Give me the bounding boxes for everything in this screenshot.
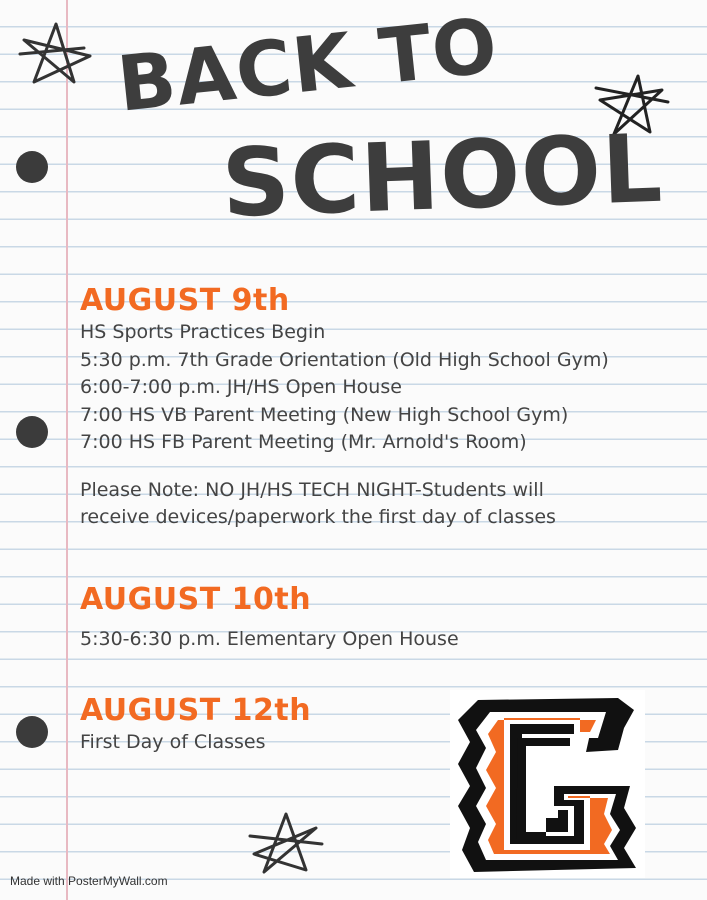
event-line: 5:30-6:30 p.m. Elementary Open House: [80, 628, 459, 650]
event-section-aug-9: [80, 283, 700, 532]
event-line: 6:00-7:00 p.m. JH/HS Open House: [80, 376, 402, 398]
event-line: First Day of Classes: [80, 731, 266, 753]
event-line: HS Sports Practices Begin: [80, 321, 326, 343]
footer-credit: Made with PosterMyWall.com: [10, 874, 168, 888]
note-line: Please Note: NO JH/HS TECH NIGHT-Students will: [80, 478, 544, 501]
title-line-2: SCHOOL: [220, 114, 665, 239]
event-line: 7:00 HS VB Parent Meeting (New High School Gym): [80, 403, 569, 426]
notebook-margin-line: [66, 0, 68, 900]
date-heading: AUGUST 12th: [80, 693, 312, 728]
binder-hole: [16, 716, 48, 748]
title-line-1: BACK TO: [113, 0, 502, 129]
g-logo-icon: [450, 690, 645, 878]
binder-hole: [16, 151, 48, 183]
date-heading: AUGUST 10th: [80, 582, 312, 617]
star-doodle-icon: [14, 20, 96, 86]
date-heading: AUGUST 9th: [80, 283, 290, 318]
binder-hole: [16, 416, 48, 448]
event-line: 7:00 HS FB Parent Meeting (Mr. Arnold's Room): [80, 431, 527, 453]
star-doodle-icon: [246, 808, 326, 878]
event-section-aug-10: [80, 582, 700, 654]
school-logo: [450, 690, 645, 878]
note-line: receive devices/paperwork the first day of classes: [80, 506, 556, 528]
please-note: [80, 477, 700, 532]
event-line: 5:30 p.m. 7th Grade Orientation (Old High School Gym): [80, 348, 609, 371]
